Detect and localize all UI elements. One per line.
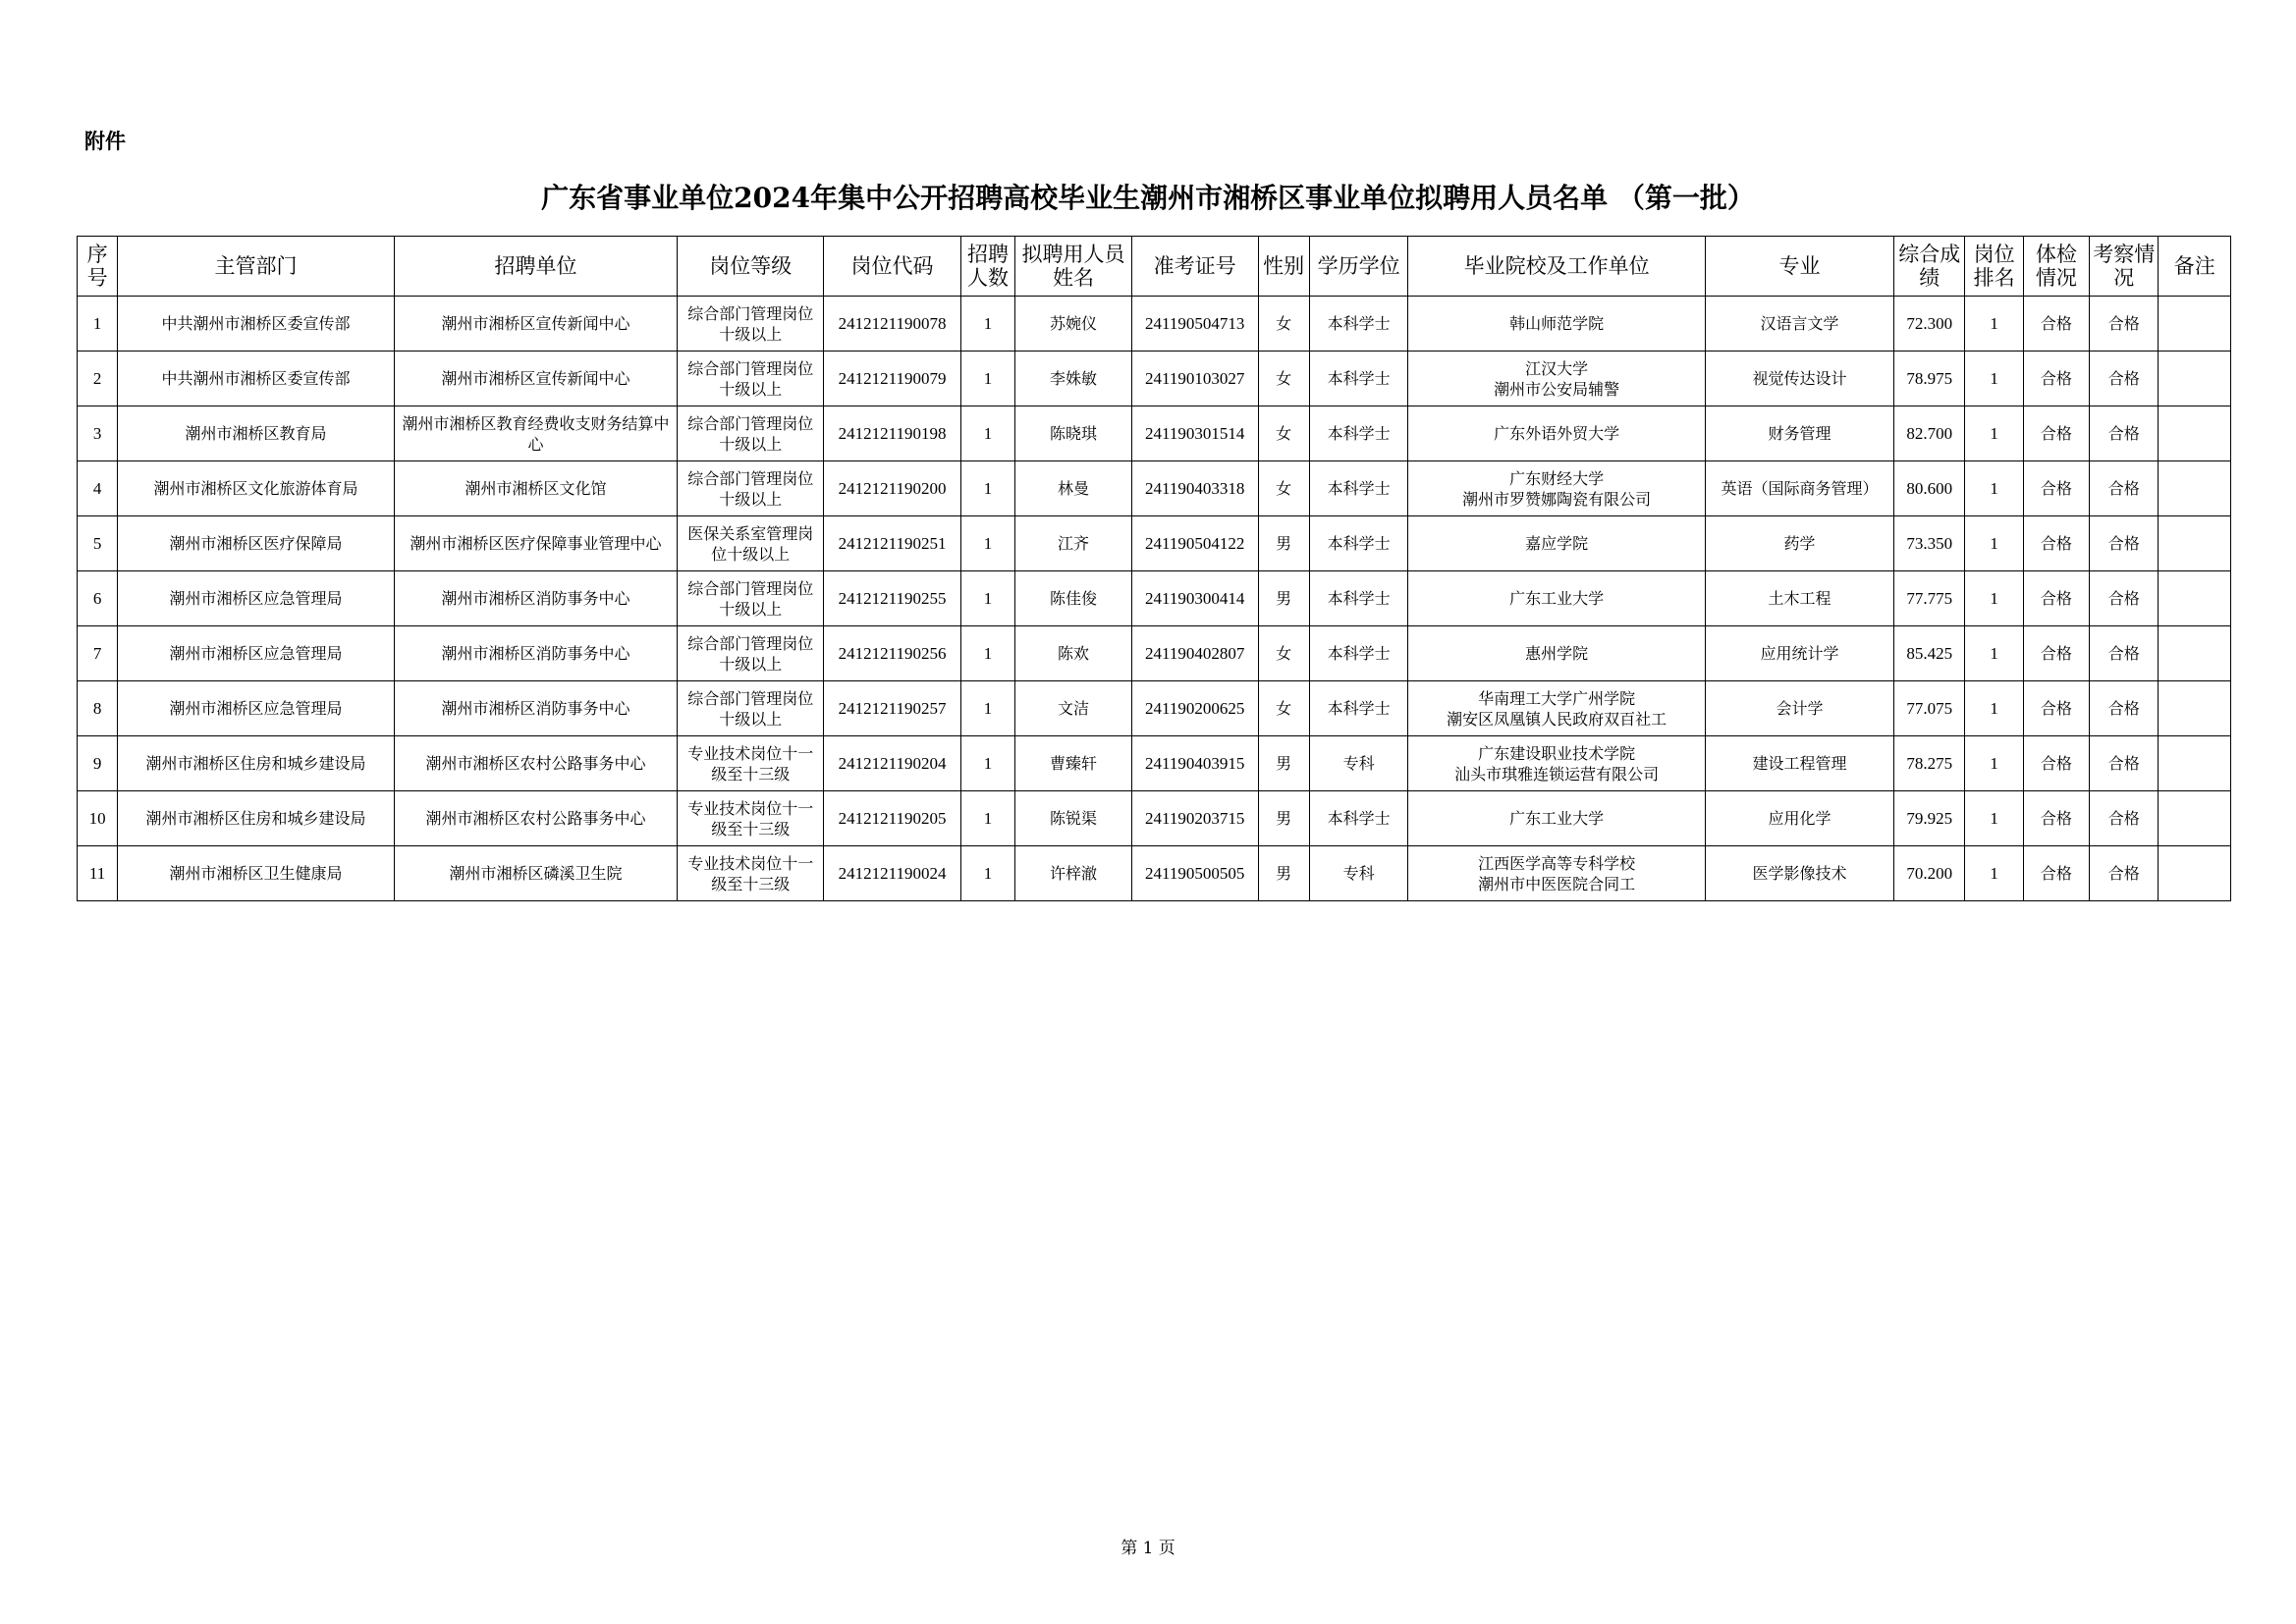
- cell-index: 10: [78, 791, 118, 846]
- cell-post-code: 2412121190251: [824, 516, 961, 571]
- cell-assessment: 合格: [2090, 352, 2159, 406]
- cell-ticket-number: 241190203715: [1131, 791, 1258, 846]
- cell-post-code: 2412121190079: [824, 352, 961, 406]
- table-row: [78, 516, 2231, 571]
- cell-post-code: 2412121190204: [824, 736, 961, 791]
- cell-gender: 女: [1258, 626, 1309, 681]
- cell-major: 药学: [1706, 516, 1894, 571]
- table-row: [78, 846, 2231, 901]
- cell-ticket-number: 241190200625: [1131, 681, 1258, 736]
- cell-employer: 潮州市湘桥区文化馆: [394, 461, 678, 516]
- cell-score: 72.300: [1894, 297, 1965, 352]
- cell-quota: 1: [960, 461, 1014, 516]
- cell-degree: 专科: [1309, 846, 1408, 901]
- cell-department: 潮州市湘桥区应急管理局: [118, 571, 395, 626]
- cell-assessment: 合格: [2090, 791, 2159, 846]
- cell-candidate-name: 江齐: [1015, 516, 1132, 571]
- cell-degree: 本科学士: [1309, 681, 1408, 736]
- cell-index: 9: [78, 736, 118, 791]
- cell-rank: 1: [1965, 846, 2023, 901]
- cell-medical-check: 合格: [2023, 571, 2089, 626]
- cell-medical-check: 合格: [2023, 681, 2089, 736]
- cell-assessment: 合格: [2090, 571, 2159, 626]
- cell-medical-check: 合格: [2023, 406, 2089, 461]
- cell-rank: 1: [1965, 352, 2023, 406]
- cell-department: 潮州市湘桥区卫生健康局: [118, 846, 395, 901]
- cell-remarks: [2159, 791, 2231, 846]
- cell-post-level: 专业技术岗位十一级至十三级: [678, 791, 824, 846]
- cell-major: 医学影像技术: [1706, 846, 1894, 901]
- hiring-roster-table: [77, 236, 2231, 901]
- cell-index: 2: [78, 352, 118, 406]
- cell-degree: 本科学士: [1309, 352, 1408, 406]
- cell-ticket-number: 241190300414: [1131, 571, 1258, 626]
- cell-candidate-name: 曹臻轩: [1015, 736, 1132, 791]
- cell-post-level: 综合部门管理岗位十级以上: [678, 461, 824, 516]
- cell-employer: 潮州市湘桥区农村公路事务中心: [394, 791, 678, 846]
- cell-assessment: 合格: [2090, 846, 2159, 901]
- header-major: 专业: [1706, 237, 1894, 297]
- cell-remarks: [2159, 516, 2231, 571]
- cell-score: 82.700: [1894, 406, 1965, 461]
- cell-index: 6: [78, 571, 118, 626]
- cell-department: 潮州市湘桥区应急管理局: [118, 626, 395, 681]
- cell-major: 会计学: [1706, 681, 1894, 736]
- cell-score: 77.775: [1894, 571, 1965, 626]
- table-row: [78, 406, 2231, 461]
- cell-post-level: 专业技术岗位十一级至十三级: [678, 846, 824, 901]
- page-number: 第 1 页: [1121, 1539, 1175, 1558]
- header-ticket-number: 准考证号: [1131, 237, 1258, 297]
- cell-ticket-number: 241190403318: [1131, 461, 1258, 516]
- cell-medical-check: 合格: [2023, 461, 2089, 516]
- cell-post-code: 2412121190257: [824, 681, 961, 736]
- header-gender: 性别: [1258, 237, 1309, 297]
- cell-remarks: [2159, 297, 2231, 352]
- cell-candidate-name: 李姝敏: [1015, 352, 1132, 406]
- cell-post-level: 综合部门管理岗位十级以上: [678, 626, 824, 681]
- cell-index: 4: [78, 461, 118, 516]
- cell-major: 应用统计学: [1706, 626, 1894, 681]
- cell-employer: 潮州市湘桥区农村公路事务中心: [394, 736, 678, 791]
- cell-gender: 男: [1258, 791, 1309, 846]
- header-candidate-name: 拟聘用人员姓名: [1015, 237, 1132, 297]
- cell-department: 中共潮州市湘桥区委宣传部: [118, 352, 395, 406]
- cell-medical-check: 合格: [2023, 791, 2089, 846]
- cell-school-workplace: 华南理工大学广州学院 潮安区凤凰镇人民政府双百社工: [1408, 681, 1706, 736]
- cell-ticket-number: 241190402807: [1131, 626, 1258, 681]
- cell-school-workplace: 广东外语外贸大学: [1408, 406, 1706, 461]
- cell-gender: 男: [1258, 516, 1309, 571]
- cell-assessment: 合格: [2090, 681, 2159, 736]
- cell-post-code: 2412121190255: [824, 571, 961, 626]
- cell-major: 建设工程管理: [1706, 736, 1894, 791]
- table-row: [78, 681, 2231, 736]
- cell-quota: 1: [960, 681, 1014, 736]
- cell-post-code: 2412121190205: [824, 791, 961, 846]
- cell-degree: 本科学士: [1309, 461, 1408, 516]
- header-score: 综合成绩: [1894, 237, 1965, 297]
- header-degree: 学历学位: [1309, 237, 1408, 297]
- header-department: 主管部门: [118, 237, 395, 297]
- cell-gender: 女: [1258, 681, 1309, 736]
- cell-assessment: 合格: [2090, 461, 2159, 516]
- cell-quota: 1: [960, 352, 1014, 406]
- cell-remarks: [2159, 846, 2231, 901]
- document-title: 广东省事业单位2024年集中公开招聘高校毕业生潮州市湘桥区事业单位拟聘用人员名单 （第一批）: [541, 182, 1755, 214]
- cell-ticket-number: 241190103027: [1131, 352, 1258, 406]
- cell-ticket-number: 241190301514: [1131, 406, 1258, 461]
- cell-index: 5: [78, 516, 118, 571]
- cell-post-level: 综合部门管理岗位十级以上: [678, 681, 824, 736]
- cell-quota: 1: [960, 736, 1014, 791]
- table-row: [78, 297, 2231, 352]
- cell-rank: 1: [1965, 791, 2023, 846]
- cell-school-workplace: 广东工业大学: [1408, 791, 1706, 846]
- table-row: [78, 461, 2231, 516]
- cell-candidate-name: 苏婉仪: [1015, 297, 1132, 352]
- cell-medical-check: 合格: [2023, 626, 2089, 681]
- cell-major: 视觉传达设计: [1706, 352, 1894, 406]
- cell-department: 潮州市湘桥区住房和城乡建设局: [118, 791, 395, 846]
- cell-employer: 潮州市湘桥区消防事务中心: [394, 681, 678, 736]
- header-row: [78, 237, 2231, 297]
- cell-post-code: 2412121190256: [824, 626, 961, 681]
- cell-candidate-name: 陈佳俊: [1015, 571, 1132, 626]
- cell-degree: 专科: [1309, 736, 1408, 791]
- cell-remarks: [2159, 626, 2231, 681]
- cell-employer: 潮州市湘桥区医疗保障事业管理中心: [394, 516, 678, 571]
- header-medical-check: 体检情况: [2023, 237, 2089, 297]
- cell-employer: 潮州市湘桥区宣传新闻中心: [394, 297, 678, 352]
- cell-gender: 女: [1258, 352, 1309, 406]
- cell-medical-check: 合格: [2023, 846, 2089, 901]
- cell-employer: 潮州市湘桥区磷溪卫生院: [394, 846, 678, 901]
- cell-rank: 1: [1965, 516, 2023, 571]
- cell-ticket-number: 241190504122: [1131, 516, 1258, 571]
- cell-quota: 1: [960, 571, 1014, 626]
- cell-school-workplace: 嘉应学院: [1408, 516, 1706, 571]
- cell-rank: 1: [1965, 571, 2023, 626]
- cell-assessment: 合格: [2090, 297, 2159, 352]
- cell-degree: 本科学士: [1309, 516, 1408, 571]
- cell-remarks: [2159, 352, 2231, 406]
- cell-rank: 1: [1965, 681, 2023, 736]
- cell-index: 3: [78, 406, 118, 461]
- cell-score: 85.425: [1894, 626, 1965, 681]
- cell-medical-check: 合格: [2023, 736, 2089, 791]
- cell-gender: 女: [1258, 406, 1309, 461]
- cell-gender: 女: [1258, 297, 1309, 352]
- cell-rank: 1: [1965, 406, 2023, 461]
- cell-major: 汉语言文学: [1706, 297, 1894, 352]
- header-remarks: 备注: [2159, 237, 2231, 297]
- cell-school-workplace: 江汉大学 潮州市公安局辅警: [1408, 352, 1706, 406]
- cell-medical-check: 合格: [2023, 297, 2089, 352]
- cell-school-workplace: 广东财经大学 潮州市罗赞娜陶瓷有限公司: [1408, 461, 1706, 516]
- cell-rank: 1: [1965, 626, 2023, 681]
- cell-candidate-name: 陈锐渠: [1015, 791, 1132, 846]
- cell-post-level: 综合部门管理岗位十级以上: [678, 406, 824, 461]
- cell-degree: 本科学士: [1309, 626, 1408, 681]
- cell-rank: 1: [1965, 461, 2023, 516]
- cell-medical-check: 合格: [2023, 352, 2089, 406]
- cell-gender: 女: [1258, 461, 1309, 516]
- cell-school-workplace: 广东工业大学: [1408, 571, 1706, 626]
- cell-department: 潮州市湘桥区医疗保障局: [118, 516, 395, 571]
- cell-assessment: 合格: [2090, 736, 2159, 791]
- cell-assessment: 合格: [2090, 626, 2159, 681]
- cell-department: 潮州市湘桥区住房和城乡建设局: [118, 736, 395, 791]
- cell-employer: 潮州市湘桥区消防事务中心: [394, 571, 678, 626]
- cell-candidate-name: 陈晓琪: [1015, 406, 1132, 461]
- header-post-code: 岗位代码: [824, 237, 961, 297]
- cell-score: 79.925: [1894, 791, 1965, 846]
- cell-quota: 1: [960, 297, 1014, 352]
- header-rank: 岗位排名: [1965, 237, 2023, 297]
- cell-degree: 本科学士: [1309, 406, 1408, 461]
- cell-medical-check: 合格: [2023, 516, 2089, 571]
- cell-score: 77.075: [1894, 681, 1965, 736]
- cell-score: 78.975: [1894, 352, 1965, 406]
- cell-employer: 潮州市湘桥区教育经费收支财务结算中心: [394, 406, 678, 461]
- cell-degree: 本科学士: [1309, 791, 1408, 846]
- cell-post-code: 2412121190024: [824, 846, 961, 901]
- cell-rank: 1: [1965, 297, 2023, 352]
- cell-department: 潮州市湘桥区教育局: [118, 406, 395, 461]
- cell-quota: 1: [960, 516, 1014, 571]
- cell-remarks: [2159, 681, 2231, 736]
- cell-degree: 本科学士: [1309, 571, 1408, 626]
- cell-school-workplace: 韩山师范学院: [1408, 297, 1706, 352]
- cell-school-workplace: 广东建设职业技术学院 汕头市琪雅连锁运营有限公司: [1408, 736, 1706, 791]
- cell-score: 70.200: [1894, 846, 1965, 901]
- header-quota: 招聘人数: [960, 237, 1014, 297]
- cell-rank: 1: [1965, 736, 2023, 791]
- table-row: [78, 626, 2231, 681]
- cell-score: 73.350: [1894, 516, 1965, 571]
- table-row: [78, 791, 2231, 846]
- table-row: [78, 571, 2231, 626]
- cell-remarks: [2159, 736, 2231, 791]
- cell-major: 英语（国际商务管理）: [1706, 461, 1894, 516]
- cell-degree: 本科学士: [1309, 297, 1408, 352]
- cell-major: 土木工程: [1706, 571, 1894, 626]
- cell-ticket-number: 241190500505: [1131, 846, 1258, 901]
- cell-quota: 1: [960, 626, 1014, 681]
- cell-department: 中共潮州市湘桥区委宣传部: [118, 297, 395, 352]
- cell-index: 1: [78, 297, 118, 352]
- cell-assessment: 合格: [2090, 516, 2159, 571]
- cell-employer: 潮州市湘桥区消防事务中心: [394, 626, 678, 681]
- cell-quota: 1: [960, 846, 1014, 901]
- cell-post-level: 医保关系室管理岗位十级以上: [678, 516, 824, 571]
- cell-score: 78.275: [1894, 736, 1965, 791]
- cell-ticket-number: 241190403915: [1131, 736, 1258, 791]
- cell-candidate-name: 陈欢: [1015, 626, 1132, 681]
- cell-department: 潮州市湘桥区文化旅游体育局: [118, 461, 395, 516]
- cell-post-code: 2412121190078: [824, 297, 961, 352]
- header-school-workplace: 毕业院校及工作单位: [1408, 237, 1706, 297]
- cell-remarks: [2159, 406, 2231, 461]
- attachment-label: 附件: [84, 130, 126, 153]
- cell-post-code: 2412121190198: [824, 406, 961, 461]
- header-employer: 招聘单位: [394, 237, 678, 297]
- cell-candidate-name: 许梓澈: [1015, 846, 1132, 901]
- header-index: 序号: [78, 237, 118, 297]
- cell-employer: 潮州市湘桥区宣传新闻中心: [394, 352, 678, 406]
- header-post-level: 岗位等级: [678, 237, 824, 297]
- cell-gender: 男: [1258, 736, 1309, 791]
- cell-post-level: 综合部门管理岗位十级以上: [678, 352, 824, 406]
- cell-school-workplace: 惠州学院: [1408, 626, 1706, 681]
- cell-school-workplace: 江西医学高等专科学校 潮州市中医医院合同工: [1408, 846, 1706, 901]
- cell-post-level: 专业技术岗位十一级至十三级: [678, 736, 824, 791]
- cell-score: 80.600: [1894, 461, 1965, 516]
- cell-remarks: [2159, 461, 2231, 516]
- cell-quota: 1: [960, 406, 1014, 461]
- cell-index: 11: [78, 846, 118, 901]
- cell-department: 潮州市湘桥区应急管理局: [118, 681, 395, 736]
- cell-gender: 男: [1258, 846, 1309, 901]
- table-row: [78, 352, 2231, 406]
- cell-remarks: [2159, 571, 2231, 626]
- cell-post-level: 综合部门管理岗位十级以上: [678, 297, 824, 352]
- cell-index: 7: [78, 626, 118, 681]
- cell-ticket-number: 241190504713: [1131, 297, 1258, 352]
- cell-index: 8: [78, 681, 118, 736]
- cell-quota: 1: [960, 791, 1014, 846]
- cell-gender: 男: [1258, 571, 1309, 626]
- cell-post-code: 2412121190200: [824, 461, 961, 516]
- table-row: [78, 736, 2231, 791]
- cell-major: 应用化学: [1706, 791, 1894, 846]
- header-assessment: 考察情况: [2090, 237, 2159, 297]
- cell-post-level: 综合部门管理岗位十级以上: [678, 571, 824, 626]
- cell-candidate-name: 文洁: [1015, 681, 1132, 736]
- cell-major: 财务管理: [1706, 406, 1894, 461]
- cell-assessment: 合格: [2090, 406, 2159, 461]
- cell-candidate-name: 林曼: [1015, 461, 1132, 516]
